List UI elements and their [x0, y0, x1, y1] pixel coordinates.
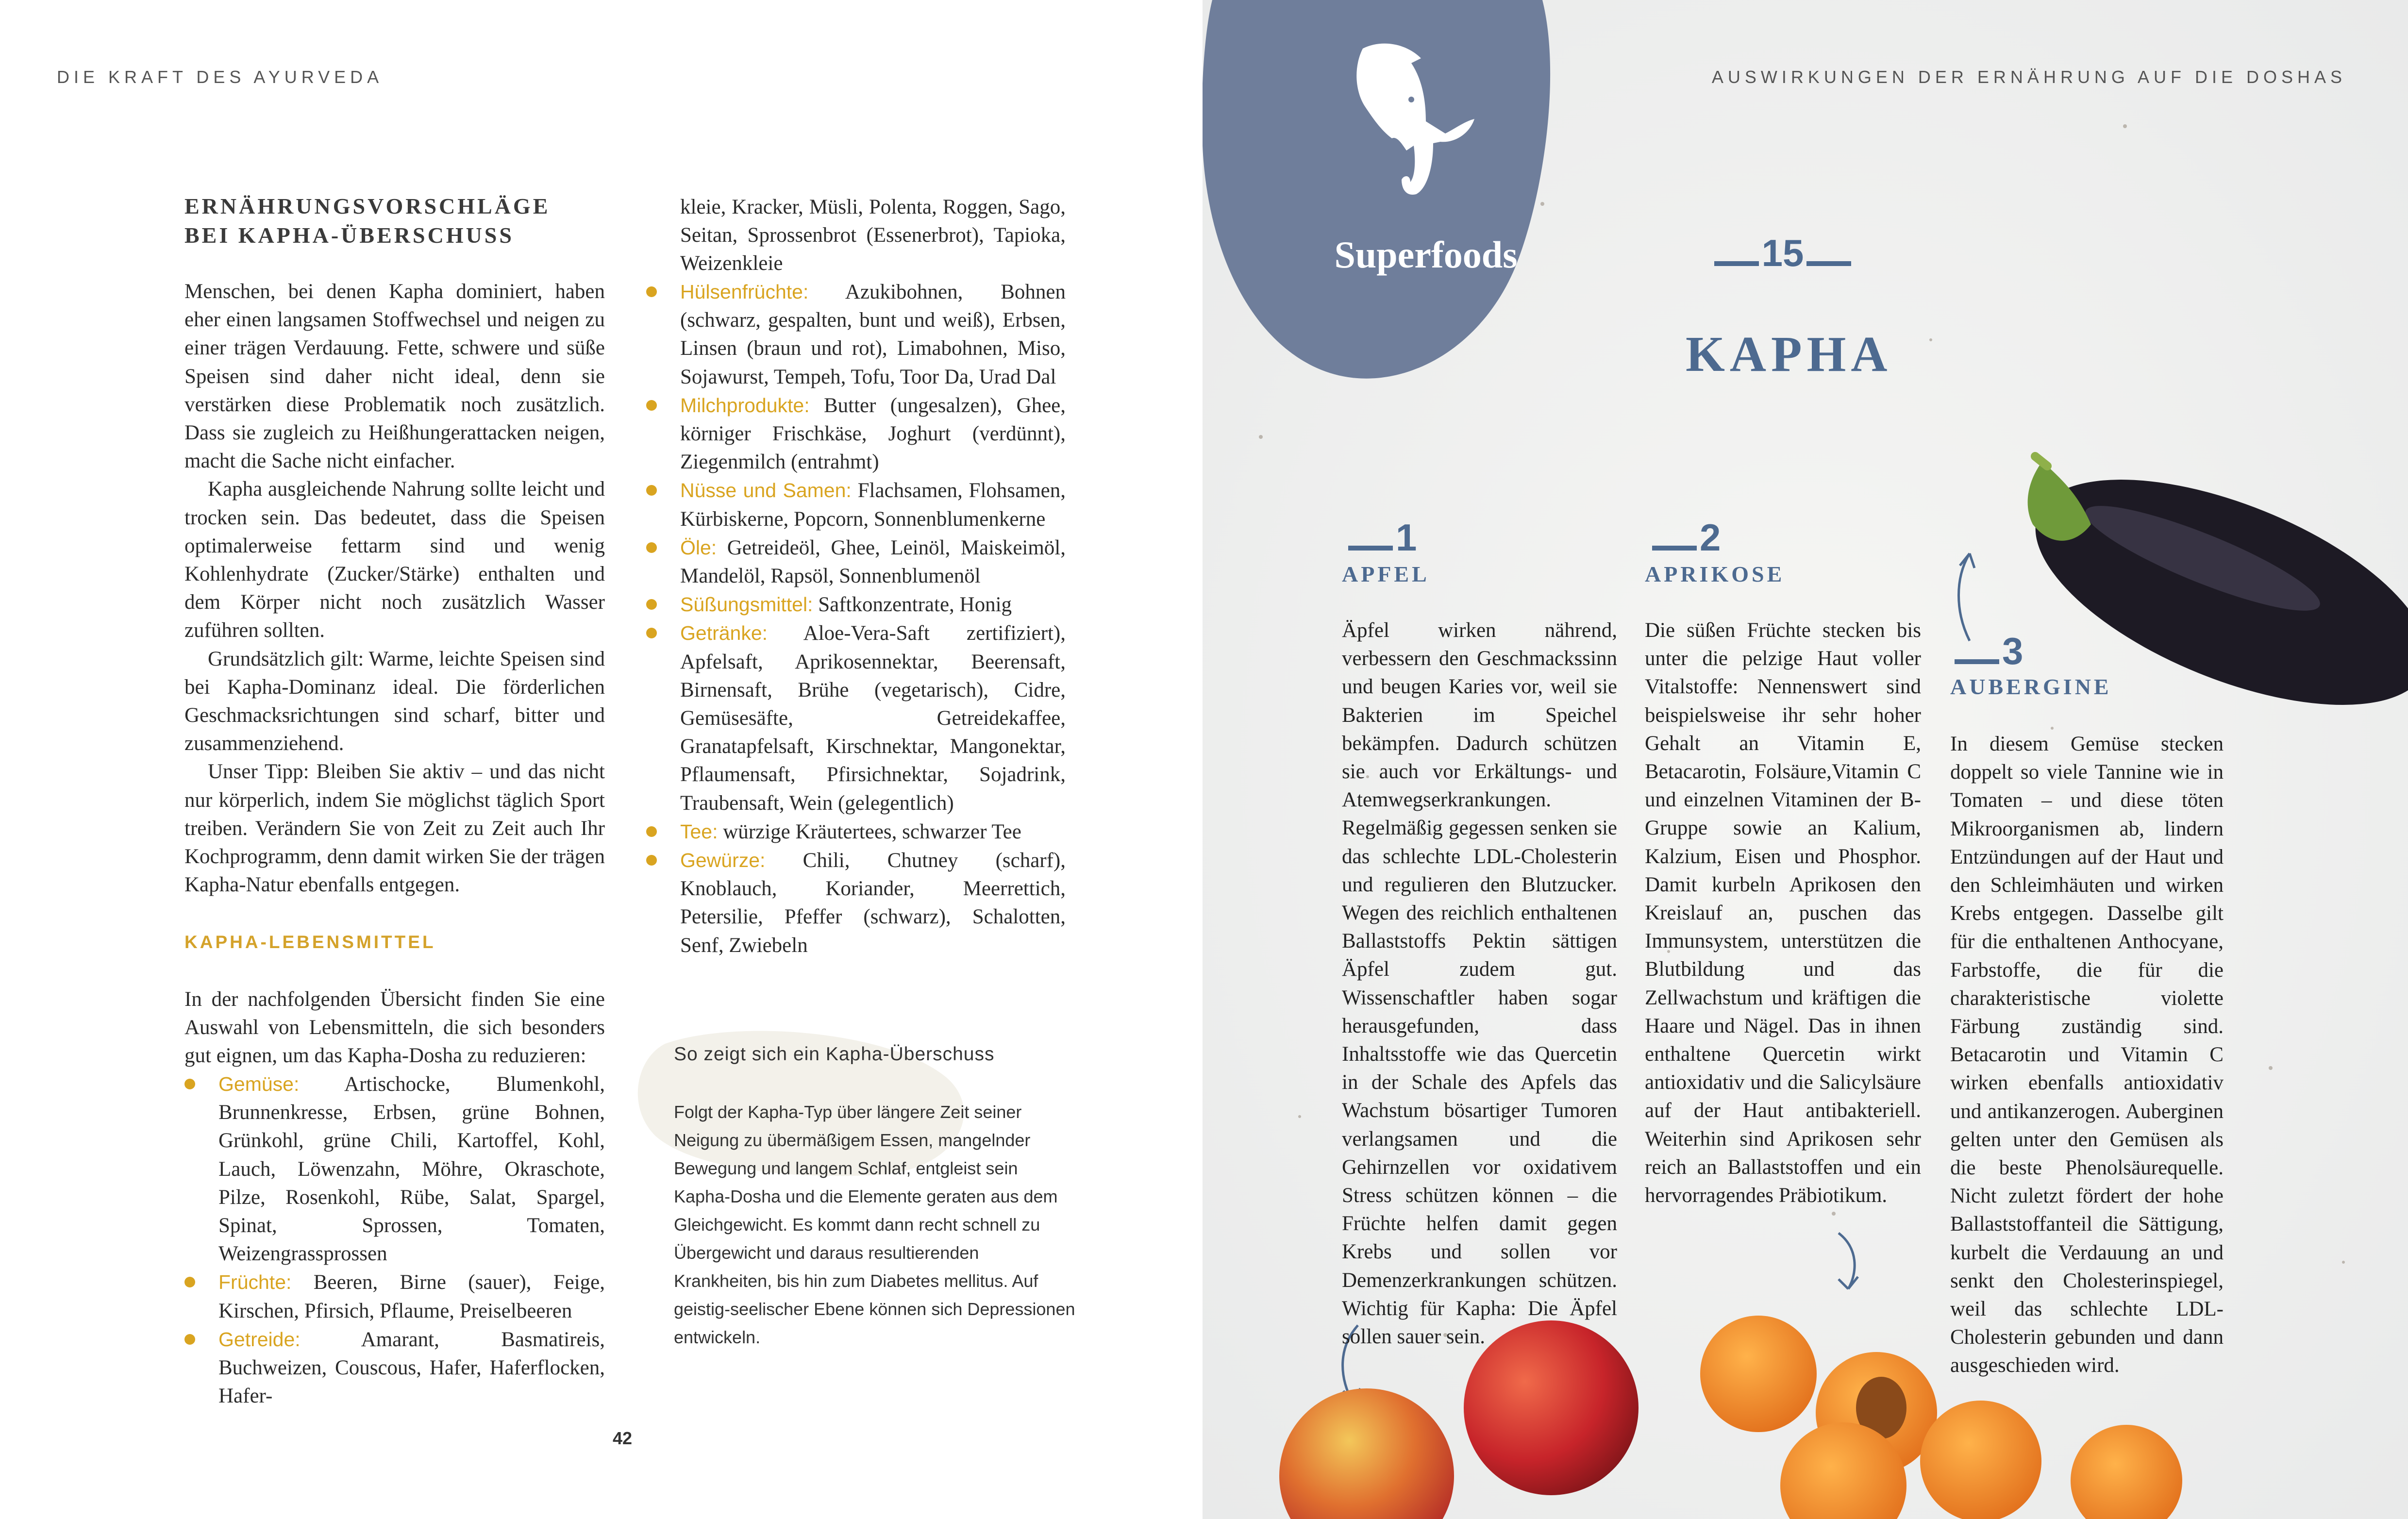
running-head-right: AUSWIRKUNGEN DER ERNÄHRUNG AUF DIE DOSHAS	[1711, 67, 2346, 87]
bullet-icon	[646, 628, 657, 638]
bullet-icon	[184, 1277, 195, 1287]
section-heading-line2: BEI KAPHA-ÜBERSCHUSS	[184, 223, 514, 248]
number-rule	[1714, 261, 1759, 266]
subheading-kapha-lebensmittel: KAPHA-LEBENSMITTEL	[184, 932, 436, 952]
arrow-icon	[1829, 1228, 1868, 1291]
food-list-item	[680, 391, 1066, 477]
food-items: würzige Kräutertees, schwarzer Tee	[723, 820, 1021, 843]
item-2-text: Die süßen Früchte stecken bis unter die pelzige Haut voller Vitalstoffe: Nennenswert sind beispielsweise ihr sehr hoher Gehalt an Vitamin E, Betacarotin, Folsäure,Vitamin C und einzelnen Vitaminen der B-Gruppe sowie an Kalium, Kalzium, Eisen und Phosphor. Damit kurbeln Aprikosen den Kreislauf an, puschen das Immunsystem, unterstützen die Blutbildung und das Zellwachstum und kräftigen die Haare und Nägel. Das in ihnen enthaltene Quercetin wirkt antioxidativ und die Salicylsäure auf der Haut antibakteriell. Weiterhin sind Aprikosen sehr reich an Ballaststoffen und ein hervorragendes Präbiotikum.	[1645, 619, 1921, 1207]
apricot	[1700, 1316, 1817, 1432]
kapha-title: KAPHA	[1686, 326, 1892, 382]
food-category: Süßungsmittel:	[680, 593, 813, 616]
bullet-icon	[646, 542, 657, 553]
bullet-icon	[646, 286, 657, 297]
section-heading	[184, 192, 550, 250]
food-items: Saftkonzentrate, Honig	[818, 593, 1012, 617]
food-list-item	[218, 1268, 605, 1325]
item-3-text: In diesem Gemüse stecken doppelt so viele Tannine wie in Tomaten – und diese töten Mikroorganismen ab, lindern Entzündungen auf der Haut und den Schleimhäuten und wirken Krebs entgegen. Dasselbe gilt für die enthaltenen Anthocyane, Farbstoffe, die für die charakteristische violette Färbung zuständig sind. Betacarotin und Vitamin C wirken ebenfalls antioxidativ und antikanzerogen. Auberginen gelten unter den Gemüsen als die beste Phenolsäurequelle. Nicht zuletzt fördert der hohe Ballaststoffanteil die Sättigung, kurbelt die Verdauung an und senkt den Cholesterinspiegel, weil das schlechte LDL-Cholesterin gebunden und dann ausgeschieden wird.	[1950, 733, 2224, 1377]
paragraph: Kapha ausgleichende Nahrung sollte leicht und trocken sein. Das bedeutet, dass die Speisen optimalerweise fettarm sind und wenig Kohlenhydrate (Zucker/Stärke) enthalten und dem Körper nicht noch zusätzlich Wasser zuführen sollten.	[184, 478, 605, 642]
left-page	[0, 0, 1203, 1519]
food-intro: In der nachfolgenden Übersicht finden Sie eine Auswahl von Lebensmitteln, die sich besonders gut eignen, um das Kapha-Dosha zu reduzieren:	[184, 988, 605, 1068]
bullet-icon	[646, 599, 657, 610]
item-2-number	[1652, 516, 1721, 559]
food-category: Öle:	[680, 536, 717, 559]
item-2-title: APRIKOSE	[1645, 562, 1785, 586]
bullet-icon	[646, 855, 657, 866]
food-list-item	[680, 278, 1066, 391]
kapha-number	[1707, 234, 1858, 272]
number-rule	[1955, 659, 1999, 664]
food-category: Nüsse und Samen:	[680, 479, 852, 502]
bullet-icon	[646, 826, 657, 837]
food-list-item	[218, 1325, 605, 1411]
food-category: Milchprodukte:	[680, 394, 810, 417]
food-list-col1	[218, 1070, 605, 1410]
food-list-item	[680, 846, 1066, 960]
apricot	[1920, 1401, 2041, 1519]
intro-text	[184, 278, 605, 899]
item-1-title: APFEL	[1342, 562, 1430, 586]
bullet-icon	[646, 400, 657, 411]
item-1-number	[1348, 516, 1417, 559]
food-category: Gemüse:	[218, 1073, 300, 1095]
bullet-icon	[184, 1334, 195, 1345]
apple	[1279, 1388, 1454, 1519]
paragraph: Unser Tipp: Bleiben Sie aktiv – und das nicht nur körperlich, indem Sie möglichst täglich Sport treiben. Verändern Sie von Zeit zu Zeit auch Ihr Kochprogramm, denn damit wirken Sie der trägen Kapha-Natur ebenfalls entgegen.	[184, 760, 605, 897]
food-category: Früchte:	[218, 1271, 292, 1294]
info-box-text: Folgt der Kapha-Typ über längere Zeit seiner Neigung zu übermäßigem Essen, mangelnder Bewegung und langem Schlaf, entgleist sein Kapha-Dosha und die Elemente geraten aus dem Gleichgewicht. Es kommt dann recht schnell zu Übergewicht und daraus resultierenden Krankheiten, bis hin zum Diabetes mellitus. Auf geistig-seelischer Ebene können sich Depressionen entwickeln.	[674, 1102, 1075, 1347]
food-list-item	[680, 619, 1066, 817]
food-category: Getränke:	[680, 622, 768, 645]
item-3-title: AUBERGINE	[1950, 674, 2112, 699]
item-1-text: Äpfel wirken nährend, verbessern den Geschmackssinn und beugen Karies vor, weil sie Bakterien im Speichel bekämpfen. Dadurch schützen sie auch vor Erkältungs- und Atemwegserkrankungen. Regelmäßig gegessen senken sie das schlechte LDL-Cholesterin und regulieren den Blutzucker. Wegen des reichlich enthaltenen Ballaststoffs Pektin sättigen Äpfel zudem gut. Wissenschaftler haben sogar herausgefunden, dass Inhaltsstoffe wie das Quercetin in der Schale des Apfels das Wachstum bösartiger Tumoren verlangsamen und die Gehirnzellen vor oxidativem Stress schützen können – die Früchte helfen damit gegen Krebs und sollen vor Demenzerkrankungen schützen. Wichtig für Kapha: Die Äpfel sollen sauer sein.	[1342, 619, 1617, 1349]
food-list-item	[218, 1070, 605, 1268]
number-value: 1	[1396, 516, 1417, 559]
running-head-left: DIE KRAFT DES AYURVEDA	[57, 67, 384, 87]
food-items: Butter (ungesalzen), Ghee, körniger Frischkäse, Joghurt (verdünnt), Ziegenmilch (entrahmt)	[680, 394, 1066, 474]
food-items: Artischocke, Blumenkohl, Brunnenkresse, Erbsen, grüne Bohnen, Grünkohl, grüne Chili, Kartoffel, Kohl, Lauch, Löwenzahn, Möhre, Okraschote, Pilze, Rosenkohl, Rübe, Salat, Spargel, Spinat, Sprossen, Tomaten, Weizengrassprossen	[218, 1073, 605, 1266]
food-items: Chili, Chutney (scharf), Knoblauch, Koriander, Meerrettich, Petersilie, Pfeffer (schwarz), Schalotten, Senf, Zwiebeln	[680, 849, 1066, 957]
food-items: Amarant, Basmatireis, Buchweizen, Couscous, Hafer, Haferflocken, Hafer-	[218, 1328, 605, 1408]
apricot	[2071, 1425, 2182, 1519]
food-list-item	[680, 818, 1066, 846]
food-list-item	[680, 534, 1066, 590]
elephant-icon	[1329, 29, 1489, 204]
info-box-title: So zeigt sich ein Kapha-Überschuss	[674, 1044, 995, 1065]
bullet-icon	[184, 1079, 195, 1089]
paragraph: Grundsätzlich gilt: Warme, leichte Speisen sind bei Kapha-Dominanz ideal. Die förderlichen Geschmacksrichtungen sind scharf, bitter und zusammenziehend.	[184, 647, 605, 755]
bullet-icon	[646, 485, 657, 496]
number-rule	[1348, 546, 1393, 551]
food-list-item	[680, 476, 1066, 533]
right-page	[1203, 0, 2408, 1519]
paragraph: Menschen, bei denen Kapha dominiert, haben eher einen langsamen Stoffwechsel und neigen zu einer trägen Verdauung. Fette, schwere und süße Speisen sind daher nicht ideal, denn sie verstärken diese Problematik noch zusätzlich. Dass sie zugleich zu Heißhungerattacken neigen, macht die Sache nicht einfacher.	[184, 280, 605, 473]
number-value: 2	[1700, 516, 1721, 559]
food-items: Getreideöl, Ghee, Leinöl, Maiskeimöl, Mandelöl, Rapsöl, Sonnenblumenöl	[680, 536, 1066, 588]
number-value: 3	[2002, 630, 2023, 672]
food-items: Azukibohnen, Bohnen (schwarz, gespalten, bunt und weiß), Erbsen, Linsen (braun und rot), Limabohnen, Miso, Sojawurst, Tempeh, Tofu, Toor Da, Urad Dal	[680, 281, 1066, 388]
page-number: 42	[613, 1428, 633, 1448]
food-items: Flachsamen, Flohsamen, Kürbiskerne, Popcorn, Sonnenblumenkerne	[680, 479, 1066, 531]
item-3-number	[1955, 632, 2023, 670]
food-category: Gewürze:	[680, 849, 766, 872]
food-items: Aloe-Vera-Saft zertifiziert), Apfelsaft, Aprikosennektar, Beerensaft, Birnensaft, Brühe (vegetarisch), Cidre, Gemüsesäfte, Getreidekaffee, Granatapfelsaft, Kirschnektar, Mangonektar, Pflaumensaft, Pfirsichnektar, Sojadrink, Traubensaft, Wein (gelegentlich)	[680, 622, 1066, 815]
number-rule	[1652, 546, 1697, 551]
food-category: Tee:	[680, 820, 718, 843]
food-category: Hülsenfrüchte:	[680, 281, 809, 303]
food-list-col2	[680, 278, 1066, 960]
section-heading-line1: ERNÄHRUNGSVORSCHLÄGE	[184, 194, 551, 218]
number-rule	[1806, 261, 1851, 266]
number-value: 15	[1761, 232, 1804, 274]
arrow-icon	[1950, 549, 1979, 646]
food-list-continuation: kleie, Kracker, Müsli, Polenta, Roggen, Sago, Seitan, Sprossenbrot (Essenerbrot), Tapioka, Weizenkleie	[680, 196, 1066, 275]
eggplant-image	[1931, 437, 2408, 748]
food-category: Getreide:	[218, 1328, 301, 1351]
superfoods-label: Superfoods	[1334, 234, 1518, 276]
food-list-item	[680, 590, 1066, 619]
food-items: Beeren, Birne (sauer), Feige, Kirschen, Pfirsich, Pflaume, Preiselbeeren	[218, 1271, 605, 1322]
